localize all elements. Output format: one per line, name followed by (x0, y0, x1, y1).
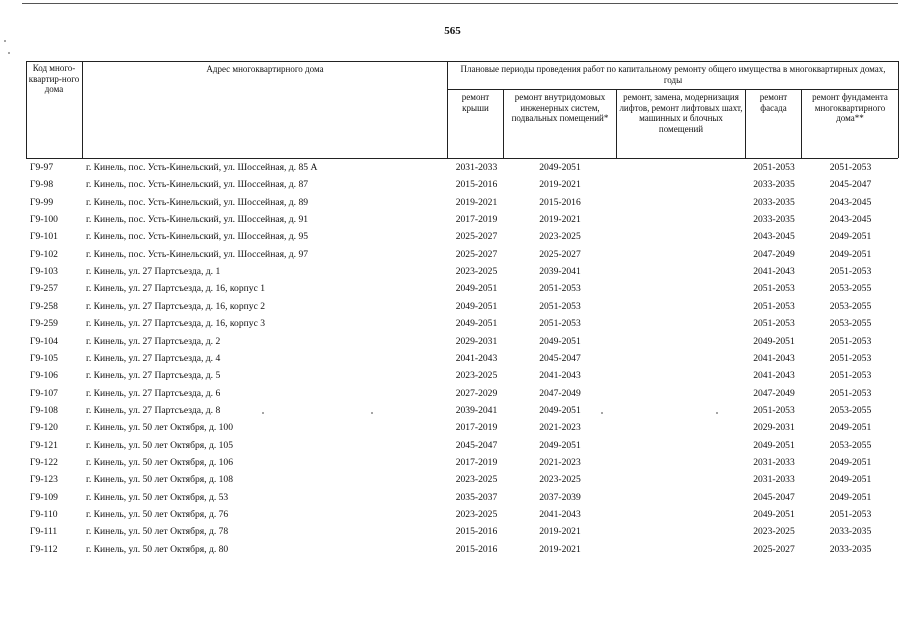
table-row (0, 228, 905, 245)
scan-speck (601, 412, 603, 414)
table-row (0, 280, 905, 297)
cell-foundation: 2053-2055 (829, 404, 872, 416)
top-border-line (22, 3, 898, 4)
cell-roof: 2023-2025 (455, 266, 498, 278)
cell-facade: 2051-2053 (753, 404, 795, 416)
cell-code: Г9-99 (30, 196, 54, 208)
cell-engineering: 2015-2016 (539, 196, 581, 208)
header-lifts: ремонт, замена, модернизация лифтов, ремонт лифтовых шахт, машинных и блочных помещений (619, 92, 743, 134)
table-row (0, 246, 905, 263)
cell-code: Г9-104 (30, 335, 58, 347)
cell-engineering: 2047-2049 (539, 387, 581, 399)
cell-engineering: 2019-2021 (539, 179, 581, 191)
cell-code: Г9-107 (30, 387, 58, 399)
table-row (0, 489, 905, 506)
cell-code: Г9-108 (30, 404, 58, 416)
table-row (0, 367, 905, 384)
cell-address: г. Кинель, ул. 27 Партсъезда, д. 5 (86, 370, 221, 382)
cell-facade: 2023-2025 (753, 526, 795, 538)
cell-code: Г9-98 (30, 179, 54, 191)
cell-facade: 2047-2049 (753, 248, 795, 260)
cell-code: Г9-110 (30, 509, 58, 520)
cell-code: Г9-120 (30, 422, 58, 434)
cell-engineering: 2023-2025 (539, 231, 581, 243)
cell-foundation: 2049-2051 (829, 231, 872, 243)
cell-roof: 2019-2021 (455, 196, 498, 208)
cell-foundation: 2051-2053 (829, 387, 872, 399)
cell-engineering: 2051-2053 (539, 318, 581, 330)
cell-engineering: 2021-2023 (539, 422, 581, 434)
cell-facade: 2031-2033 (753, 474, 795, 486)
cell-engineering: 2049-2051 (539, 404, 581, 416)
cell-roof: 2035-2037 (455, 491, 498, 503)
cell-engineering: 2045-2047 (539, 352, 581, 364)
table-row (0, 419, 905, 436)
cell-address: г. Кинель, ул. 27 Партсъезда, д. 1 (86, 266, 221, 278)
cell-foundation: 2049-2051 (829, 474, 872, 486)
cell-engineering: 2051-2053 (539, 283, 581, 295)
cell-foundation: 2049-2051 (829, 456, 872, 468)
cell-engineering: 2025-2027 (539, 248, 581, 260)
cell-address: г. Кинель, пос. Усть-Кинельский, ул. Шоссейная, д. 85 А (86, 162, 318, 173)
cell-roof: 2015-2016 (455, 179, 498, 191)
cell-facade: 2049-2051 (753, 439, 795, 451)
col-divider (745, 89, 746, 158)
table-row (0, 263, 905, 280)
cell-facade: 2049-2051 (753, 335, 795, 347)
cell-address: г. Кинель, пос. Усть-Кинельский, ул. Шоссейная, д. 97 (86, 248, 309, 260)
cell-code: Г9-122 (30, 456, 58, 468)
cell-roof: 2015-2016 (455, 526, 498, 538)
cell-address: г. Кинель, пос. Усть-Кинельский, ул. Шоссейная, д. 87 (86, 179, 309, 191)
cell-foundation: 2053-2055 (829, 300, 872, 312)
cell-foundation: 2049-2051 (829, 491, 872, 503)
table-row (0, 437, 905, 454)
table-row (0, 298, 905, 315)
cell-engineering: 2049-2051 (539, 335, 581, 347)
cell-address: г. Кинель, ул. 50 лет Октября, д. 105 (86, 439, 234, 451)
table-row (0, 315, 905, 332)
cell-facade: 2041-2043 (753, 266, 795, 278)
cell-foundation: 2033-2035 (829, 543, 872, 555)
cell-facade: 2051-2053 (753, 318, 795, 330)
cell-facade: 2033-2035 (753, 196, 795, 208)
cell-address: г. Кинель, пос. Усть-Кинельский, ул. Шоссейная, д. 91 (86, 214, 309, 226)
cell-roof: 2041-2043 (455, 352, 498, 364)
cell-code: Г9-106 (30, 370, 58, 382)
cell-foundation: 2051-2053 (829, 352, 872, 364)
table-row (0, 385, 905, 402)
header-facade: ремонт фасада (759, 92, 788, 113)
cell-code: Г9-111 (30, 526, 58, 538)
cell-code: Г9-258 (30, 300, 58, 312)
cell-foundation: 2045-2047 (829, 179, 872, 191)
table-row (0, 471, 905, 488)
cell-address: г. Кинель, ул. 50 лет Октября, д. 106 (86, 456, 234, 468)
cell-roof: 2017-2019 (455, 456, 498, 468)
header-foundation: ремонт фундамента многоквартирного дома** (812, 92, 888, 123)
scan-speck (262, 412, 264, 414)
col-divider (898, 61, 899, 158)
cell-roof: 2015-2016 (455, 543, 498, 555)
cell-foundation: 2053-2055 (829, 318, 872, 330)
cell-roof: 2049-2051 (455, 283, 498, 295)
cell-code: Г9-100 (30, 214, 58, 226)
cell-address: г. Кинель, ул. 50 лет Октября, д. 80 (86, 543, 229, 555)
cell-foundation: 2051-2053 (829, 162, 872, 173)
scan-speck (4, 40, 6, 42)
cell-roof: 2045-2047 (455, 439, 498, 451)
scan-speck (716, 412, 718, 414)
cell-engineering: 2019-2021 (539, 543, 581, 555)
cell-foundation: 2043-2045 (829, 214, 872, 226)
cell-roof: 2025-2027 (455, 231, 498, 243)
cell-facade: 2025-2027 (753, 543, 795, 555)
cell-engineering: 2049-2051 (539, 439, 581, 451)
cell-address: г. Кинель, ул. 50 лет Октября, д. 100 (86, 422, 234, 434)
cell-facade: 2051-2053 (753, 162, 795, 173)
scan-speck (8, 52, 10, 54)
table-row (0, 454, 905, 471)
scan-speck (371, 412, 373, 414)
cell-code: Г9-97 (30, 162, 54, 173)
cell-engineering: 2051-2053 (539, 300, 581, 312)
cell-facade: 2051-2053 (753, 283, 795, 295)
header-top-rule (26, 61, 898, 62)
cell-engineering: 2023-2025 (539, 474, 581, 486)
cell-foundation: 2049-2051 (829, 248, 872, 260)
header-periods: Плановые периоды проведения работ по капитальному ремонту общего имущества в многоквартирных домах, годы (460, 64, 886, 85)
cell-facade: 2033-2035 (753, 214, 795, 226)
cell-engineering: 2037-2039 (539, 491, 581, 503)
table-row (0, 350, 905, 367)
cell-address: г. Кинель, ул. 50 лет Октября, д. 78 (86, 526, 229, 538)
cell-address: г. Кинель, ул. 27 Партсъезда, д. 2 (86, 335, 221, 347)
cell-roof: 2031-2033 (455, 162, 498, 173)
cell-code: Г9-257 (30, 283, 58, 295)
header-code: Код много-квартир-ного дома (28, 63, 80, 94)
cell-code: Г9-103 (30, 266, 58, 278)
cell-address: г. Кинель, ул. 27 Партсъезда, д. 4 (86, 352, 221, 364)
header-mid-rule (447, 89, 898, 90)
cell-address: г. Кинель, ул. 27 Партсъезда, д. 6 (86, 387, 221, 399)
cell-engineering: 2041-2043 (539, 370, 581, 382)
cell-foundation: 2053-2055 (829, 439, 872, 451)
cell-engineering: 2019-2021 (539, 214, 581, 226)
col-divider (503, 89, 504, 158)
cell-facade: 2031-2033 (753, 456, 795, 468)
cell-roof: 2039-2041 (455, 404, 498, 416)
cell-engineering: 2039-2041 (539, 266, 581, 278)
cell-foundation: 2049-2051 (829, 422, 872, 434)
cell-engineering: 2041-2043 (539, 509, 581, 520)
table-row (0, 211, 905, 228)
cell-address: г. Кинель, ул. 50 лет Октября, д. 53 (86, 491, 229, 503)
cell-code: Г9-101 (30, 231, 58, 243)
table-row (0, 402, 905, 419)
cell-address: г. Кинель, пос. Усть-Кинельский, ул. Шоссейная, д. 95 (86, 231, 309, 243)
cell-facade: 2045-2047 (753, 491, 795, 503)
cell-code: Г9-123 (30, 474, 58, 486)
cell-facade: 2043-2045 (753, 231, 795, 243)
cell-roof: 2049-2051 (455, 318, 498, 330)
cell-address: г. Кинель, ул. 27 Партсъезда, д. 16, корпус 1 (86, 283, 266, 295)
header-engineering: ремонт внутридомовых инженерных систем, подвальных помещений* (511, 92, 609, 123)
cell-address: г. Кинель, ул. 50 лет Октября, д. 76 (86, 509, 229, 520)
cell-address: г. Кинель, ул. 50 лет Октября, д. 108 (86, 474, 234, 486)
header-address: Адрес многоквартирного дома (206, 64, 324, 74)
cell-code: Г9-102 (30, 248, 58, 260)
table-row (0, 194, 905, 211)
cell-facade: 2047-2049 (753, 387, 795, 399)
cell-foundation: 2053-2055 (829, 283, 872, 295)
cell-code: Г9-112 (30, 543, 58, 555)
col-divider (82, 61, 83, 158)
cell-engineering: 2019-2021 (539, 526, 581, 538)
page-number: 565 (444, 25, 461, 37)
cell-address: г. Кинель, ул. 27 Партсъезда, д. 16, корпус 3 (86, 318, 266, 330)
cell-roof: 2017-2019 (455, 422, 498, 434)
table-row (0, 541, 905, 558)
cell-facade: 2033-2035 (753, 179, 795, 191)
cell-engineering: 2021-2023 (539, 456, 581, 468)
cell-foundation: 2051-2053 (829, 266, 872, 278)
cell-code: Г9-121 (30, 439, 58, 451)
cell-roof: 2023-2025 (455, 370, 498, 382)
cell-foundation: 2051-2053 (829, 509, 872, 520)
cell-code: Г9-259 (30, 318, 58, 330)
cell-roof: 2017-2019 (455, 214, 498, 226)
cell-facade: 2041-2043 (753, 352, 795, 364)
table-row (0, 506, 905, 523)
cell-roof: 2027-2029 (455, 387, 498, 399)
table-row (0, 333, 905, 350)
cell-roof: 2029-2031 (455, 335, 498, 347)
table-row (0, 176, 905, 193)
cell-facade: 2049-2051 (753, 509, 795, 520)
col-divider (616, 89, 617, 158)
cell-foundation: 2043-2045 (829, 196, 872, 208)
cell-roof: 2049-2051 (455, 300, 498, 312)
cell-foundation: 2033-2035 (829, 526, 872, 538)
cell-roof: 2025-2027 (455, 248, 498, 260)
cell-engineering: 2049-2051 (539, 162, 581, 173)
cell-code: Г9-109 (30, 491, 58, 503)
cell-facade: 2041-2043 (753, 370, 795, 382)
cell-roof: 2023-2025 (455, 509, 498, 520)
cell-foundation: 2051-2053 (829, 370, 872, 382)
cell-code: Г9-105 (30, 352, 58, 364)
cell-address: г. Кинель, ул. 27 Партсъезда, д. 16, корпус 2 (86, 300, 266, 312)
cell-facade: 2051-2053 (753, 300, 795, 312)
table-row (0, 159, 905, 176)
cell-foundation: 2051-2053 (829, 335, 872, 347)
cell-facade: 2029-2031 (753, 422, 795, 434)
cell-address: г. Кинель, пос. Усть-Кинельский, ул. Шоссейная, д. 89 (86, 196, 309, 208)
table-row (0, 523, 905, 540)
header-roof: ремонт крыши (461, 92, 490, 113)
cell-roof: 2023-2025 (455, 474, 498, 486)
cell-address: г. Кинель, ул. 27 Партсъезда, д. 8 (86, 404, 221, 416)
